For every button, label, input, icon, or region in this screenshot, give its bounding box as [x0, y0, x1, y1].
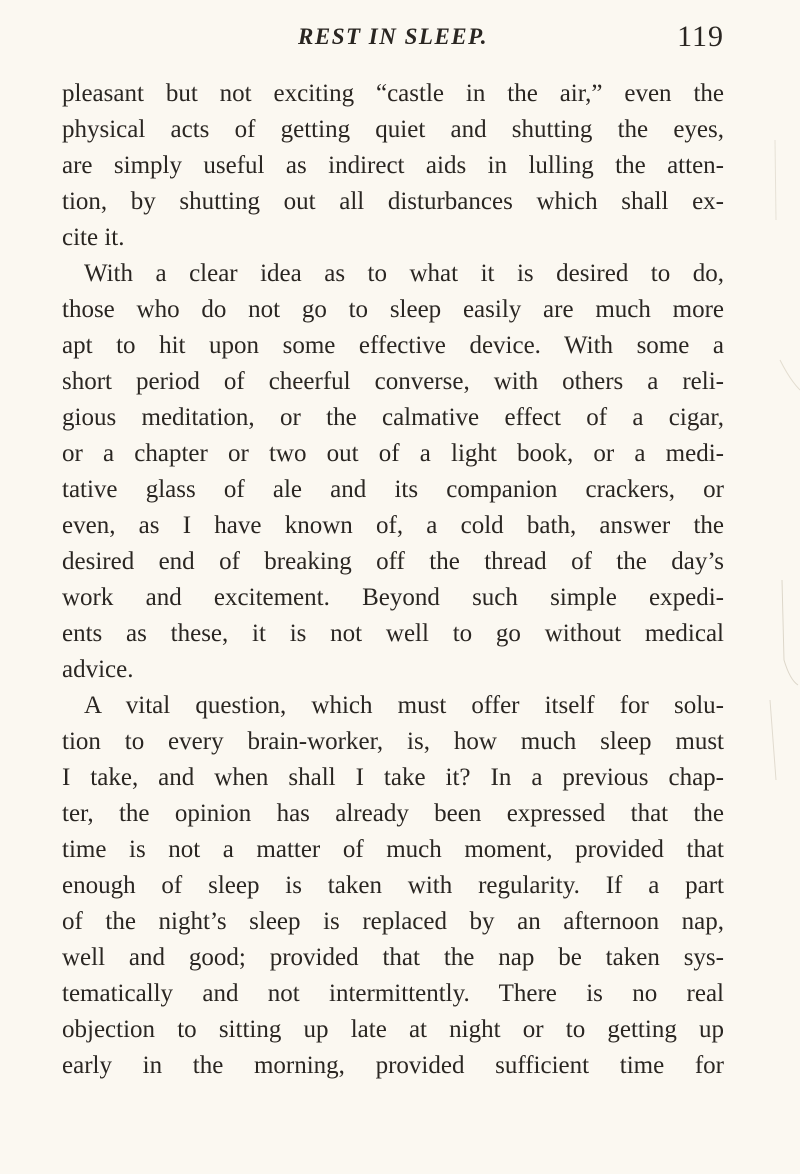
- text-line: ents as these, it is not well to go without medical: [62, 620, 724, 647]
- text-line: advice.: [62, 656, 134, 683]
- paragraph: [62, 688, 724, 1084]
- page-number: 119: [677, 20, 724, 53]
- text-line: short period of cheerful converse, with others a reli-: [62, 368, 724, 395]
- text-line: work and excitement. Beyond such simple expedi-: [62, 584, 724, 611]
- text-line: physical acts of getting quiet and shutting the eyes,: [62, 116, 724, 143]
- text-line: A vital question, which must offer itself for solu-: [84, 692, 724, 719]
- text-line: gious meditation, or the calmative effect of a cigar,: [62, 404, 724, 431]
- text-line: or a chapter or two out of a light book, or a medi-: [62, 440, 724, 467]
- text-line: cite it.: [62, 224, 125, 251]
- body-text: [62, 76, 724, 1084]
- text-line: tion to every brain-worker, is, how much sleep must: [62, 728, 724, 755]
- running-title: REST IN SLEEP.: [298, 24, 488, 49]
- page-show-through: [740, 140, 800, 780]
- text-line: are simply useful as indirect aids in lulling the atten-: [62, 152, 724, 179]
- text-line: well and good; provided that the nap be taken sys-: [62, 944, 724, 971]
- text-line: pleasant but not exciting “castle in the air,” even the: [62, 80, 724, 107]
- text-line: early in the morning, provided sufficient time for: [62, 1052, 724, 1079]
- text-line: With a clear idea as to what it is desired to do,: [84, 260, 724, 287]
- text-line: of the night’s sleep is replaced by an afternoon nap,: [62, 908, 724, 935]
- text-line: those who do not go to sleep easily are much more: [62, 296, 724, 323]
- paragraph: [62, 76, 724, 256]
- text-line: objection to sitting up late at night or to getting up: [62, 1016, 724, 1043]
- text-line: desired end of breaking off the thread of the day’s: [62, 548, 724, 575]
- text-line: enough of sleep is taken with regularity. If a part: [62, 872, 724, 899]
- running-head: [62, 20, 724, 60]
- text-line: tematically and not intermittently. There is no real: [62, 980, 724, 1007]
- text-line: even, as I have known of, a cold bath, answer the: [62, 512, 724, 539]
- text-line: apt to hit upon some effective device. With some a: [62, 332, 724, 359]
- text-line: tion, by shutting out all disturbances which shall ex-: [62, 188, 724, 215]
- text-line: time is not a matter of much moment, provided that: [62, 836, 724, 863]
- paragraph: [62, 256, 724, 688]
- text-line: I take, and when shall I take it? In a previous chap-: [62, 764, 724, 791]
- text-line: tative glass of ale and its companion crackers, or: [62, 476, 724, 503]
- text-line: ter, the opinion has already been expressed that the: [62, 800, 724, 827]
